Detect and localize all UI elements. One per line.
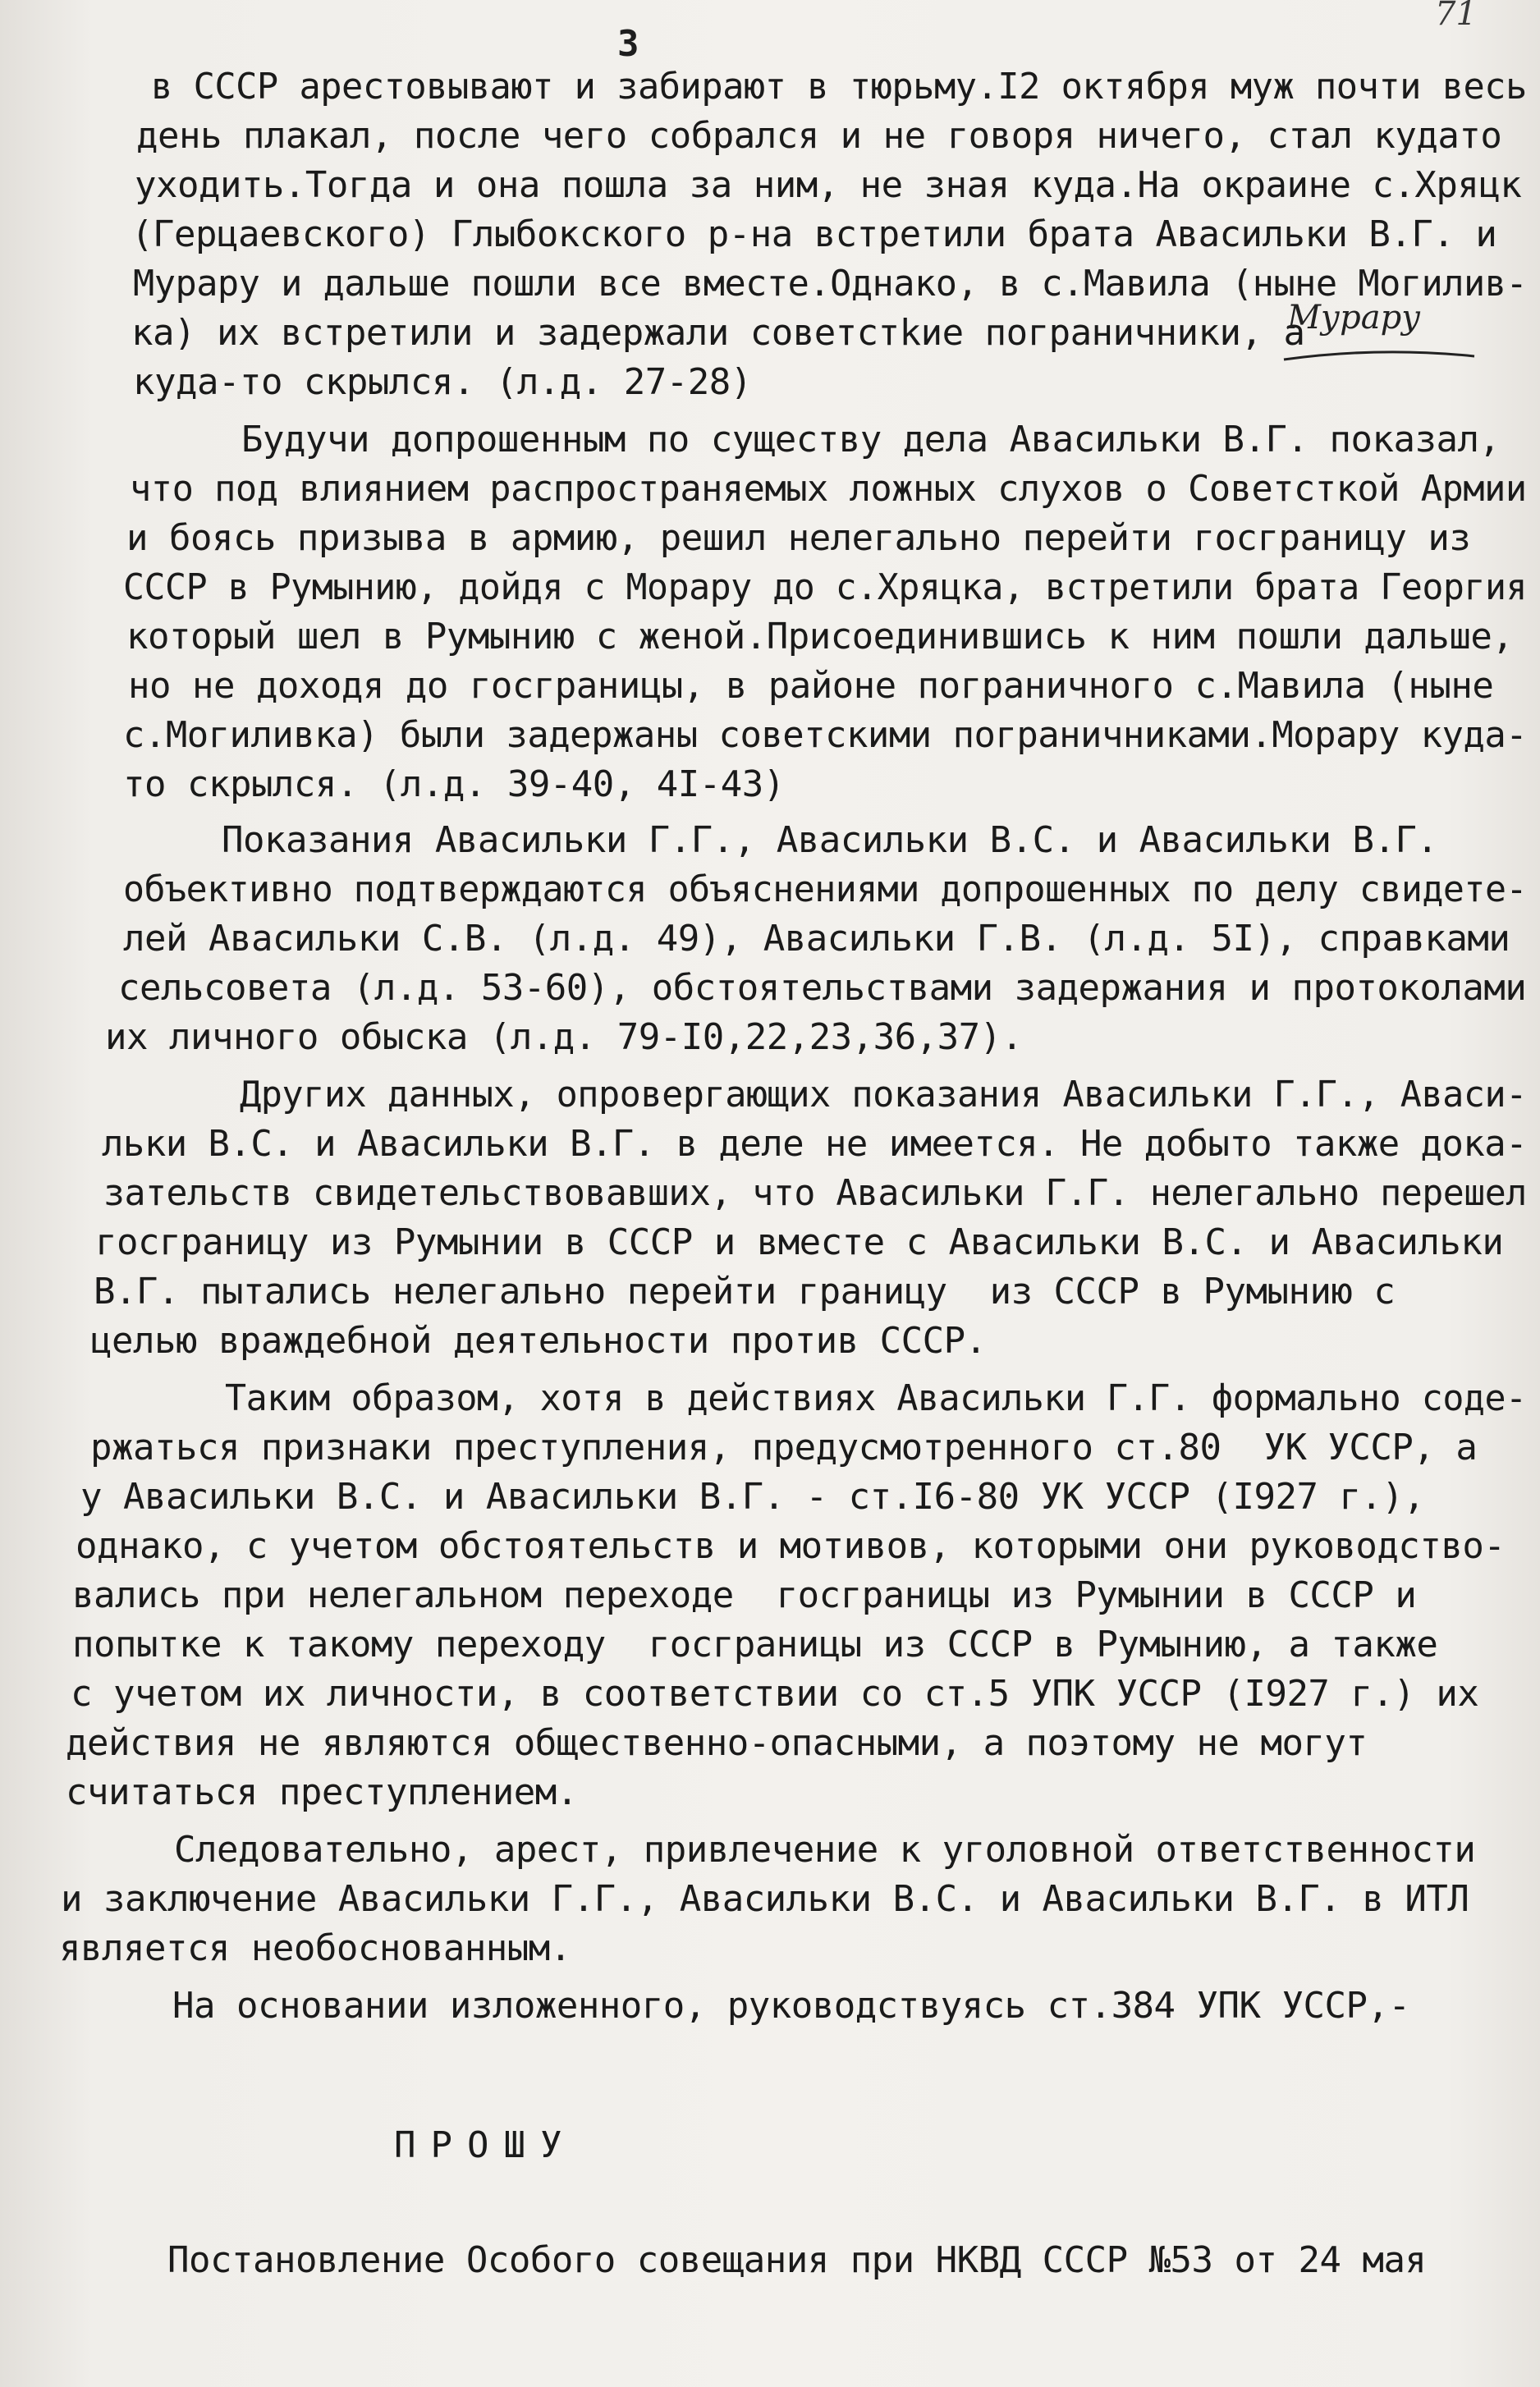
archive-sheet-number: 71	[1435, 0, 1477, 33]
text-line: ка) их встретили и задержали советстkие пограничники, а	[131, 312, 1305, 354]
request-heading: ПРОШУ	[394, 2124, 577, 2166]
text-line: и заключение Авасильки Г.Г., Авасильки В.С. и Авасильки В.Г. в ИТЛ	[61, 1878, 1469, 1920]
text-line: Будучи допрошенным по существу дела Авасильки В.Г. показал,	[241, 419, 1501, 460]
text-line: у Авасильки В.С. и Авасильки В.Г. - ст.I6-80 УК УССР (I927 г.),	[80, 1476, 1425, 1518]
text-line: СССР в Румынию, дойдя с Морару до с.Хряцка, встретили брата Георгия	[123, 566, 1528, 608]
text-line: Постановление Особого совещания при НКВД СССР №53 от 24 мая	[167, 2239, 1427, 2281]
text-line: попытке к такому переходу госграницы из СССР в Румынию, а также	[72, 1624, 1438, 1665]
text-line: объективно подтверждаются объяснениями допрошенных по делу свидете-	[123, 868, 1528, 910]
text-line: который шел в Румынию с женой.Присоединившись к ним пошли дальше,	[126, 616, 1514, 657]
handwritten-insertion: Мурару	[1287, 299, 1421, 337]
text-line: (Герцаевского) Глыбокского р-на встретили брата Авасильки В.Г. и	[131, 213, 1497, 255]
text-line: куда-то скрылся. (л.д. 27-28)	[133, 361, 752, 403]
text-line: вались при нелегальном переходе госграницы из Румынии в СССР и	[72, 1574, 1417, 1616]
text-line: Показания Авасильки Г.Г., Авасильки В.С. и Авасильки В.Г.	[222, 819, 1438, 861]
text-line: Таким образом, хотя в действиях Авасильки Г.Г. формально соде-	[225, 1377, 1527, 1419]
page-number: 3	[617, 23, 639, 65]
text-line: день плакал, после чего собрался и не говоря ничего, стал кудато	[136, 115, 1502, 157]
text-line: и боясь призыва в армию, решил нелегально перейти госграницу из	[126, 517, 1471, 559]
text-line: льки В.С. и Авасильки В.Г. в деле не имеется. Не добыто также дока-	[102, 1123, 1528, 1165]
text-line: является необоснованным.	[59, 1927, 571, 1969]
text-line: госграницу из Румынии в СССР и вместе с Авасильки В.С. и Авасильки	[95, 1221, 1504, 1263]
text-line: лей Авасильки С.В. (л.д. 49), Авасильки Г.В. (л.д. 5I), справками	[123, 918, 1510, 960]
text-line: считаться преступлением.	[66, 1771, 578, 1813]
text-line: Мурару и дальше пошли все вместе.Однако, в с.Мавила (ныне Могилив-	[133, 263, 1528, 305]
insertion-underline	[1281, 332, 1478, 381]
text-line: сельсовета (л.д. 53-60), обстоятельствами задержания и протоколами	[118, 967, 1527, 1009]
text-line: однако, с учетом обстоятельств и мотивов, которыми они руководство-	[76, 1525, 1506, 1567]
text-line: Следовательно, арест, привлечение к уголовной ответственности	[174, 1829, 1476, 1871]
text-line: В.Г. пытались нелегально перейти границу из СССР в Румынию с	[94, 1271, 1396, 1313]
text-line: ржаться признаки преступления, предусмотренного ст.80 УК УССР, а	[90, 1427, 1478, 1468]
text-line: уходить.Тогда и она пошла за ним, не зная куда.На окраине с.Хряцк	[135, 164, 1522, 206]
text-line: На основании изложенного, руководствуясь ст.384 УПК УССР,-	[172, 1985, 1410, 2027]
text-line: то скрылся. (л.д. 39-40, 4I-43)	[123, 763, 785, 805]
text-line: с учетом их личности, в соответствии со ст.5 УПК УССР (I927 г.) их	[71, 1673, 1479, 1715]
text-line: целью враждебной деятельности против СССР.	[90, 1320, 987, 1362]
text-line: в СССР арестовывают и забирают в тюрьму.I2 октября муж почти весь	[151, 66, 1527, 108]
text-line: их личного обыска (л.д. 79-I0,22,23,36,37).	[105, 1016, 1023, 1058]
text-line: действия не являются общественно-опасными, а поэтому не могут	[66, 1722, 1368, 1764]
text-line: но не доходя до госграницы, в районе пограничного с.Мавила (ныне	[128, 665, 1494, 707]
text-line: Других данных, опровергающих показания Авасильки Г.Г., Аваси-	[240, 1074, 1527, 1116]
text-line: с.Могиливка) были задержаны советскими пограничниками.Морару куда-	[123, 714, 1528, 756]
text-line: что под влиянием распространяемых ложных слухов о Советсткой Армии	[130, 468, 1527, 510]
text-line: зательств свидетельствовавших, что Авасильки Г.Г. нелегально перешел	[103, 1172, 1527, 1214]
